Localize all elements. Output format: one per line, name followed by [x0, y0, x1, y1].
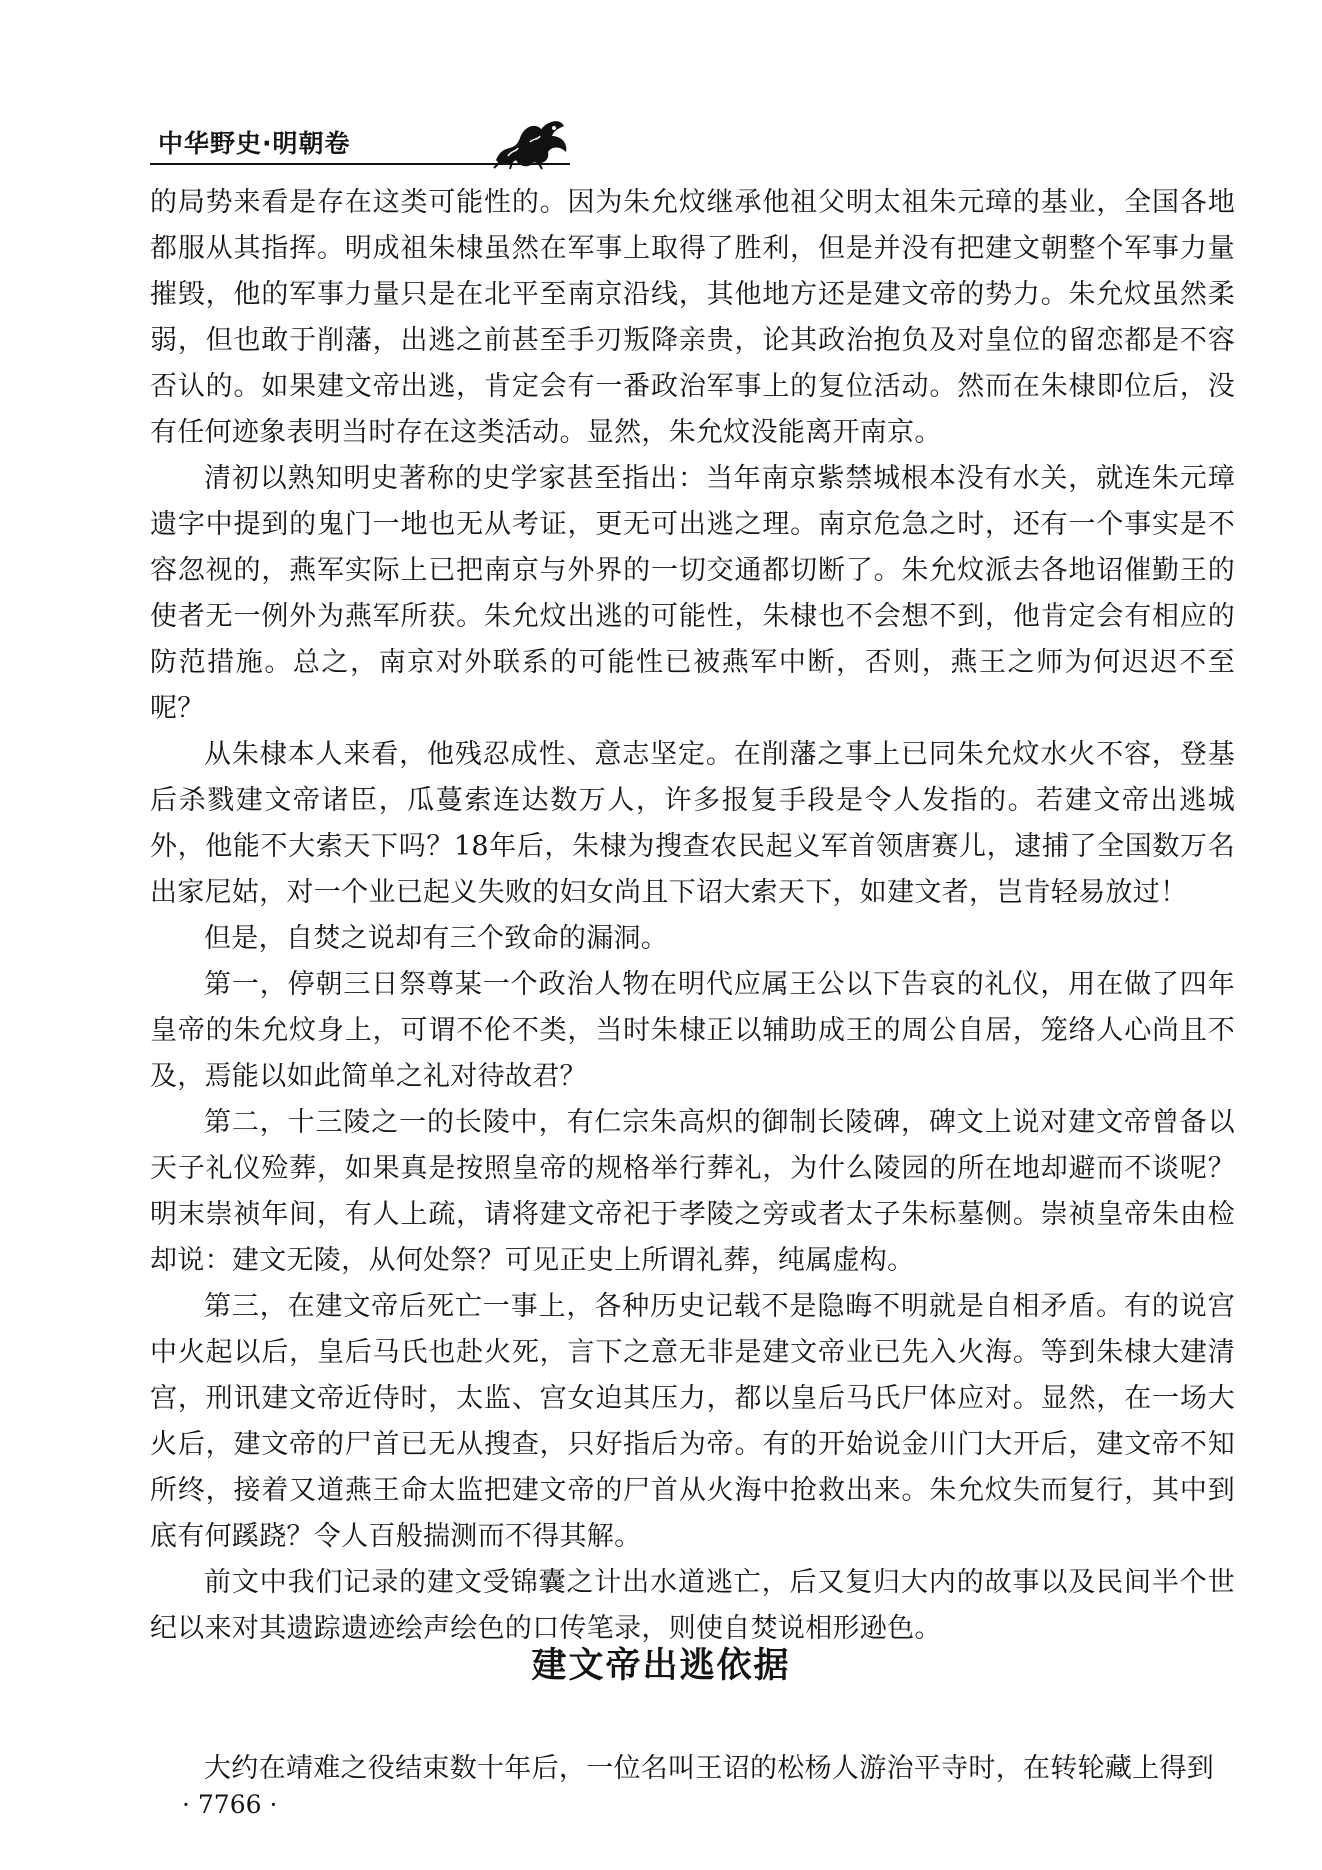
paragraph: 的局势来看是存在这类可能性的。因为朱允炆继承他祖父明太祖朱元璋的基业，全国各地都服从其指挥。明成祖朱棣虽然在军事上取得了胜利，但是并没有把建文朝整个军事力量摧毁，他的军事力量只是在北平至南京沿线，其他地方还是建文帝的势力。朱允炆虽然柔弱，但也敢于削藩，出逃之前甚至手刃叛降亲贵，论其政治抱负及对皇位的留恋都是不容否认的。如果建文帝出逃，肯定会有一番政治军事上的复位活动。然而在朱棣即位后，没有任何迹象表明当时存在这类活动。显然，朱允炆没能离开南京。: [150, 187, 1235, 448]
paragraph: 从朱棣本人来看，他残忍成性、意志坚定。在削藩之事上已同朱允炆水火不容，登基后杀戮建文帝诸臣，瓜蔓索连达数万人，许多报复手段是令人发指的。若建文帝出逃城外，他能不大索天下吗？18年后，朱棣为搜查农民起义军首领唐赛儿，逮捕了全国数万名出家尼姑，对一个业已起义失败的妇女尚且下诏大索天下，如建文者，岂肯轻易放过！: [150, 739, 1235, 908]
dragon-ornament-icon: [490, 112, 574, 170]
paragraph: 前文中我们记录的建文受锦囊之计出水道逃亡，后又复归大内的故事以及民间半个世纪以来对其遗踪遗迹绘声绘色的口传笔录，则使自焚说相形逊色。: [150, 1567, 1235, 1644]
paragraph: 第一，停朝三日祭尊某一个政治人物在明代应属王公以下告哀的礼仪，用在做了四年皇帝的朱允炆身上，可谓不伦不类，当时朱棣正以辅助成王的周公自居，笼络人心尚且不及，焉能以如此简单之礼对待故君？: [150, 969, 1235, 1092]
paragraph: 第三，在建文帝后死亡一事上，各种历史记载不是隐晦不明就是自相矛盾。有的说宫中火起以后，皇后马氏也赴火死，言下之意无非是建文帝业已先入火海。等到朱棣大建清宫，刑讯建文帝近侍时，太监、宫女迫其压力，都以皇后马氏尸体应对。显然，在一场大火后，建文帝的尸首已无从搜查，只好指后为帝。有的开始说金川门大开后，建文帝不知所终，接着又道燕王命太监把建文帝的尸首从火海中抢救出来。朱允炆失而复行，其中到底有何蹊跷？令人百般揣测而不得其解。: [150, 1291, 1235, 1552]
section-title: 建文帝出逃依据: [531, 1646, 791, 1686]
paragraph: 但是，自焚之说却有三个致命的漏洞。: [204, 923, 669, 954]
page-number: · 7766 ·: [182, 1790, 278, 1819]
paragraph: 清初以熟知明史著称的史学家甚至指出：当年南京紫禁城根本没有水关，就连朱元璋遗字中提到的鬼门一地也无从考证，更无可出逃之理。南京危急之时，还有一个事实是不容忽视的，燕军实际上已把南京与外界的一切交通都切断了。朱允炆派去各地诏催勤王的使者无一例外为燕军所获。朱允炆出逃的可能性，朱棣也不会想不到，他肯定会有相应的防范措施。总之，南京对外联系的可能性已被燕军中断，否则，燕王之师为何迟迟不至呢？: [150, 463, 1235, 724]
header-rule: [150, 163, 570, 165]
header-title: 中华野史·明朝卷: [158, 129, 351, 158]
body-text: [150, 180, 1235, 1652]
paragraph: 第二，十三陵之一的长陵中，有仁宗朱高炽的御制长陵碑，碑文上说对建文帝曾备以天子礼仪殓葬，如果真是按照皇帝的规格举行葬礼，为什么陵园的所在地却避而不谈呢？明末崇祯年间，有人上疏，请将建文帝祀于孝陵之旁或者太子朱标墓侧。崇祯皇帝朱由检却说：建文无陵，从何处祭？可见正史上所谓礼葬，纯属虚构。: [150, 1107, 1235, 1276]
paragraph: 大约在靖难之役结束数十年后，一位名叫王诏的松杨人游治平寺时，在转轮藏上得到: [204, 1753, 1215, 1784]
